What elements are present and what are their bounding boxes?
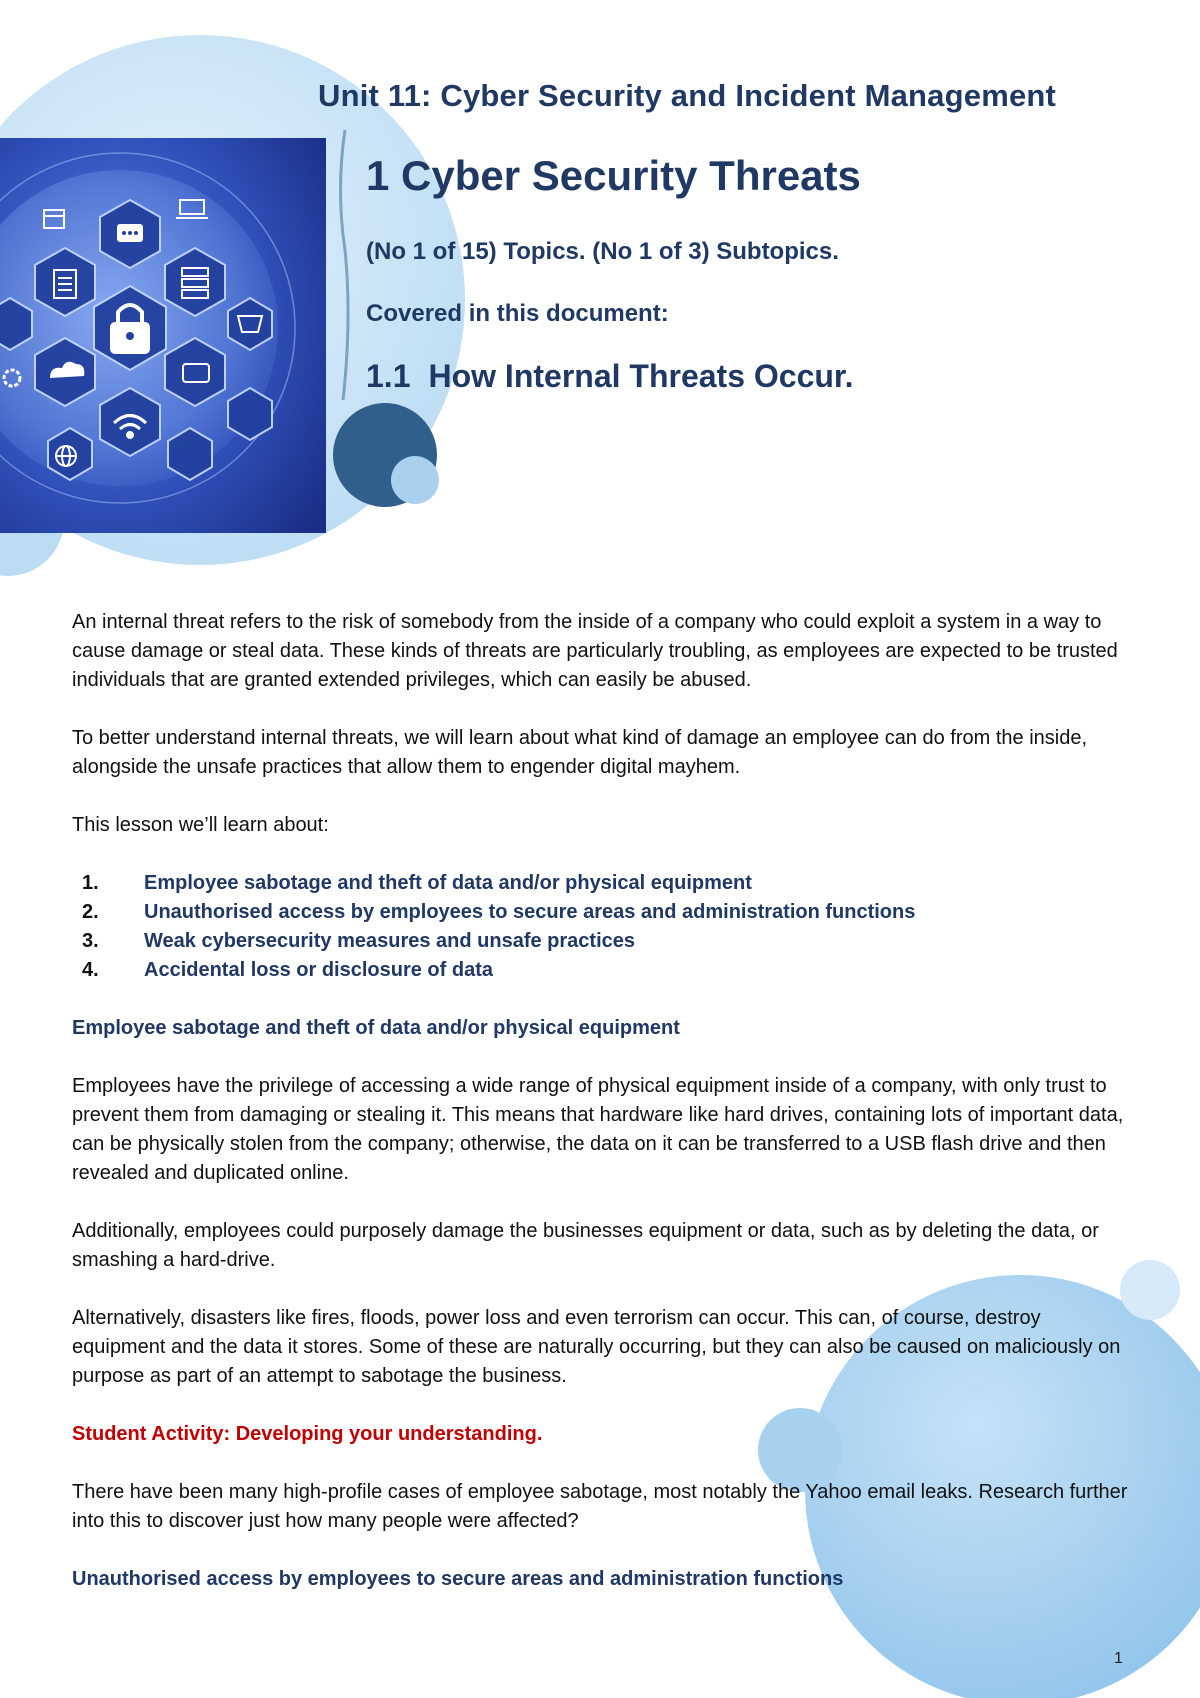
list-item <box>72 898 1137 927</box>
covered-label: Covered in this document: <box>366 300 669 327</box>
intro-paragraph-3: This lesson we’ll learn about: <box>72 814 329 836</box>
page-number: 1 <box>1114 1650 1123 1667</box>
section1-paragraph-1: Employees have the privilege of accessing a wide range of physical equipment inside of a company, with only trust to prevent them from damaging or stealing it. This means that hardware like hard drives, containing lots of important data, can be physically stolen from the company; otherwise, the data on it can be transferred to a USB flash drive and then revealed and duplicated online. <box>72 1075 1124 1184</box>
list-item <box>72 869 1137 898</box>
list-item-number: 4. <box>82 959 99 981</box>
topic-title: 1 Cyber Security Threats <box>366 152 861 199</box>
section1-paragraph-3: Alternatively, disasters like fires, floods, power loss and even terrorism can occur. This can, of course, destroy equipment and the data it stores. Some of these are naturally occurring, but they can also be caused on maliciously on purpose as part of an attempt to sabotage the business. <box>72 1307 1121 1387</box>
list-item <box>72 927 1137 956</box>
topics-count-line: (No 1 of 15) Topics. (No 1 of 3) Subtopics. <box>366 238 839 265</box>
list-item <box>72 956 1137 985</box>
student-activity-text: There have been many high-profile cases of employee sabotage, most notably the Yahoo email leaks. Research further into this to discover just how many people were affected? <box>72 1481 1128 1532</box>
list-item-number: 2. <box>82 901 99 923</box>
list-item-text: Weak cybersecurity measures and unsafe practices <box>144 930 635 952</box>
section-heading-sabotage: Employee sabotage and theft of data and/or physical equipment <box>72 1017 680 1039</box>
subtopic-number: 1.1 <box>366 358 411 394</box>
list-item-number: 3. <box>82 930 99 952</box>
lesson-list <box>72 869 1137 985</box>
intro-paragraph-1: An internal threat refers to the risk of somebody from the inside of a company who could exploit a system in a way to cause damage or steal data. These kinds of threats are particularly troubling, as employees are expected to be trusted individuals that are granted extended privileges, which can easily be abused. <box>72 611 1118 691</box>
intro-paragraph-2: To better understand internal threats, we will learn about what kind of damage an employee can do from the inside, alongside the unsafe practices that allow them to engender digital mayhem. <box>72 727 1088 778</box>
subtopic-title: How Internal Threats Occur. <box>428 358 854 394</box>
list-item-text: Accidental loss or disclosure of data <box>144 959 493 981</box>
unit-title: Unit 11: Cyber Security and Incident Management <box>318 78 1057 113</box>
student-activity-heading: Student Activity: Developing your understanding. <box>72 1423 543 1445</box>
document-body <box>72 608 1137 1623</box>
section1-paragraph-2: Additionally, employees could purposely damage the businesses equipment or data, such as by deleting the data, or smashing a hard-drive. <box>72 1220 1099 1271</box>
decor-circle-dark-2 <box>391 456 439 504</box>
subtopic-heading <box>366 358 853 395</box>
list-item-number: 1. <box>82 872 99 894</box>
list-item-text: Employee sabotage and theft of data and/or physical equipment <box>144 872 752 894</box>
list-item-text: Unauthorised access by employees to secure areas and administration functions <box>144 901 916 923</box>
hero-cyber-globe-image <box>0 138 326 533</box>
chat-icon <box>117 224 143 242</box>
section-heading-unauthorised-access: Unauthorised access by employees to secure areas and administration functions <box>72 1568 844 1590</box>
